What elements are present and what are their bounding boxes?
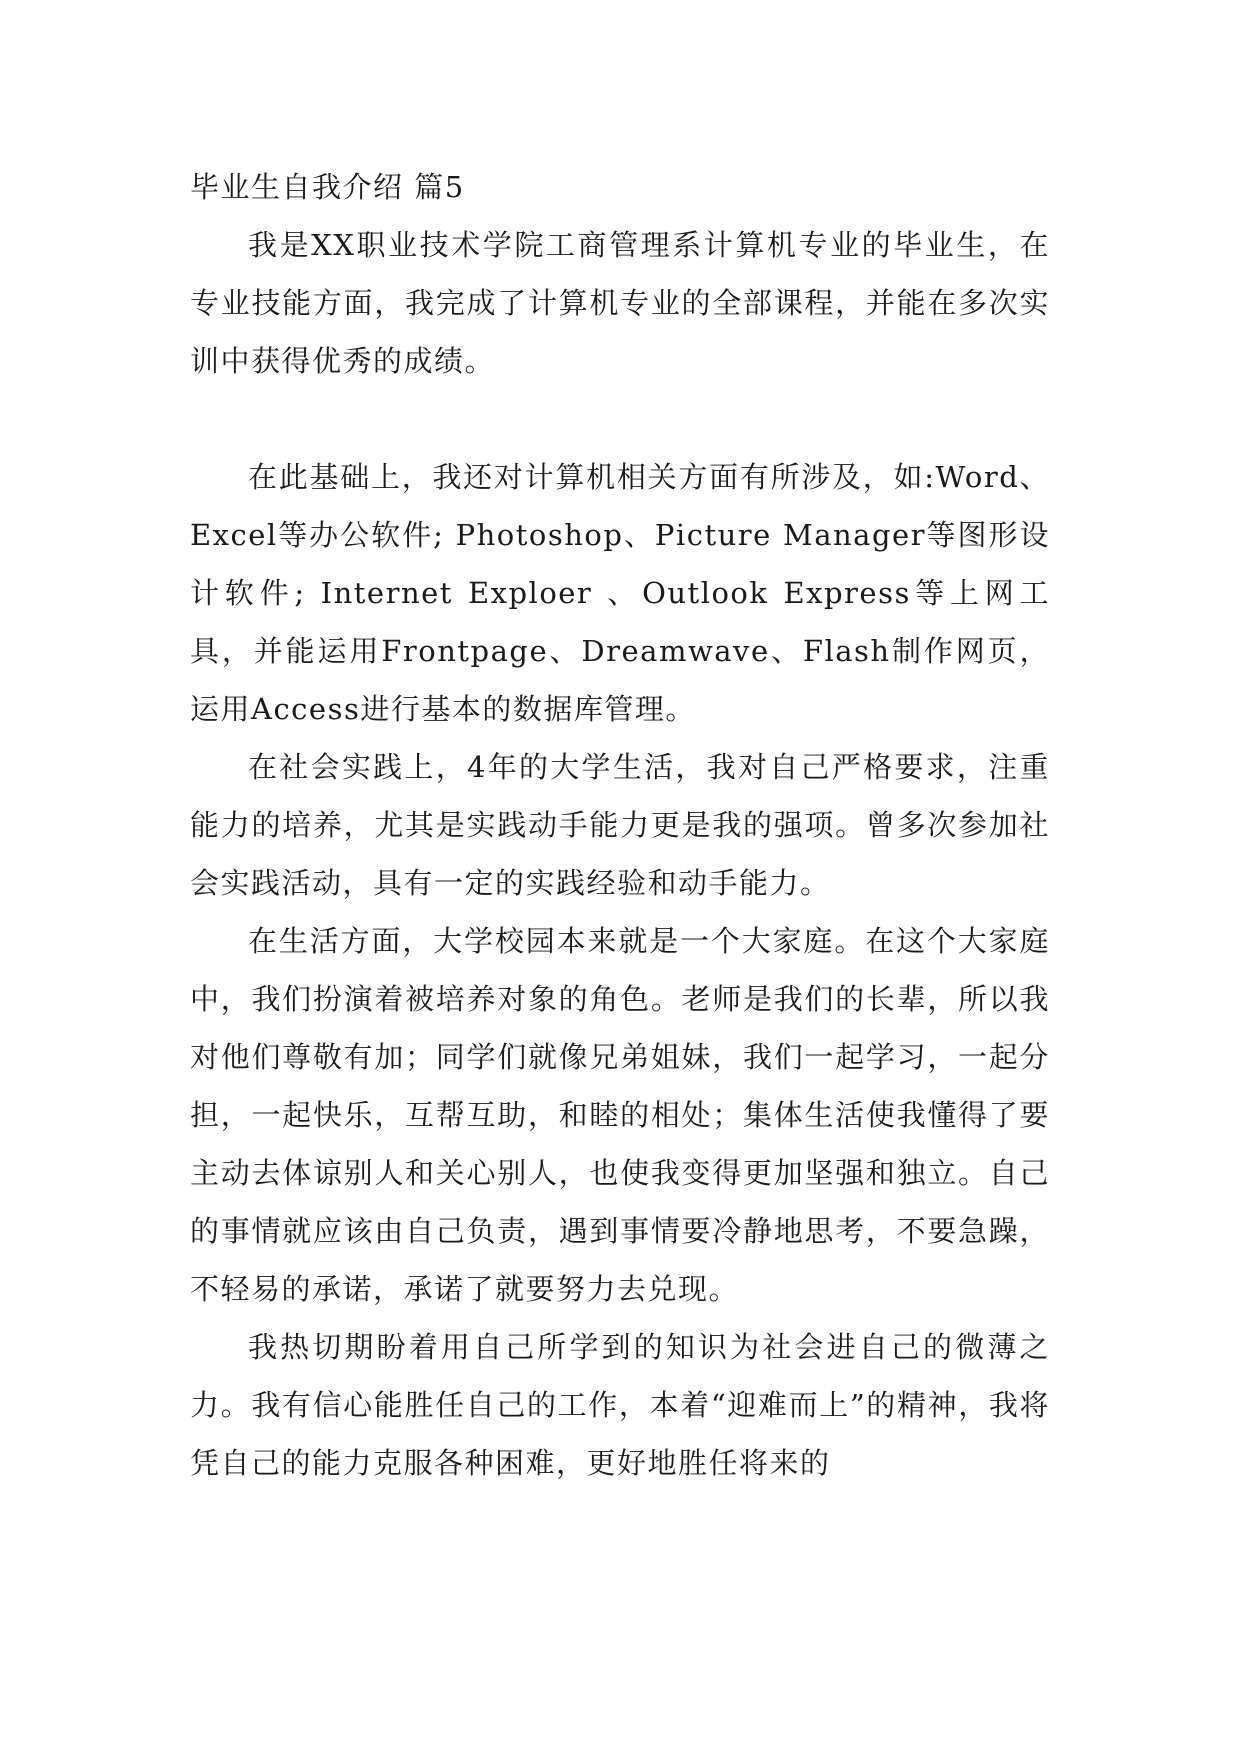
paragraph-social-practice: 在社会实践上，4年的大学生活，我对自己严格要求，注重能力的培养，尤其是实践动手能力更是我的强项。曾多次参加社会实践活动，具有一定的实践经验和动手能力。	[190, 750, 1050, 900]
paragraph-intro: 我是XX职业技术学院工商管理系计算机专业的毕业生，在专业技能方面，我完成了计算机专业的全部课程，并能在多次实训中获得优秀的成绩。	[190, 228, 1050, 378]
paragraph-aspiration: 我热切期盼着用自己所学到的知识为社会进自己的微薄之力。我有信心能胜任自己的工作，本着“迎难而上”的精神，我将凭自己的能力克服各种困难，更好地胜任将来的	[190, 1330, 1050, 1480]
document-title: 毕业生自我介绍 篇5	[190, 170, 465, 204]
document-page	[190, 158, 1050, 1492]
paragraph-campus-life: 在生活方面，大学校园本来就是一个大家庭。在这个大家庭中，我们扮演着被培养对象的角色。老师是我们的长辈，所以我对他们尊敬有加；同学们就像兄弟姐妹，我们一起学习，一起分担，一起快乐，互帮互助，和睦的相处；集体生活使我懂得了要主动去体谅别人和关心别人，也使我变得更加坚强和独立。自己的事情就应该由自己负责，遇到事情要冷静地思考，不要急躁，不轻易的承诺，承诺了就要努力去兑现。	[190, 924, 1050, 1306]
paragraph-computer-skills: 在此基础上，我还对计算机相关方面有所涉及，如:Word、Excel等办公软件; Photoshop、Picture Manager等图形设计软件; Internet Exploer 、Outlook Express等上网工具，并能运用Frontpage、Dreamwave、Flash制作网页，运用Access进行基本的数据库管理。	[190, 460, 1050, 726]
